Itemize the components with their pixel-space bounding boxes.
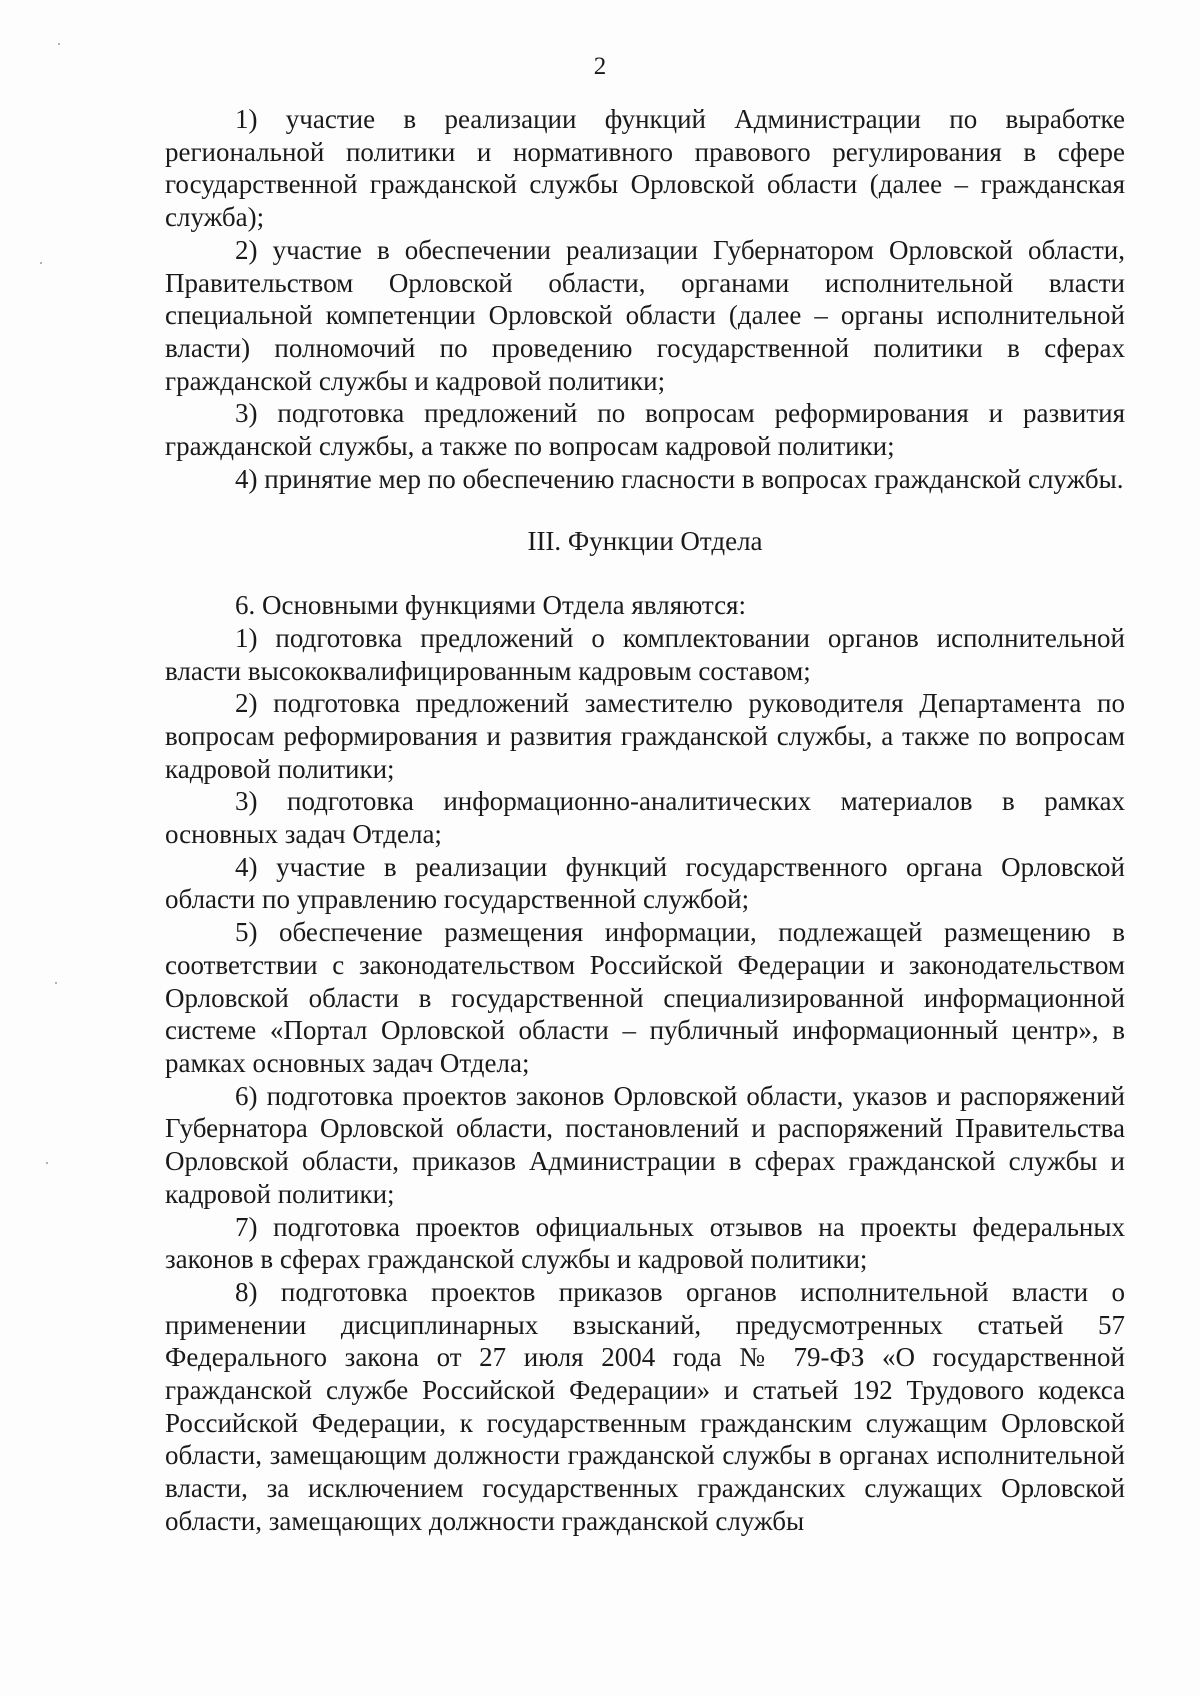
scan-speck (40, 262, 42, 264)
page-number: 2 (593, 53, 607, 80)
function-item-2: 2) подготовка предложений заместителю руководителя Департамента по вопросам реформирования и развития гражданской службы, а также по вопросам кадровой политики; (165, 688, 1125, 784)
document-body (165, 103, 1125, 1538)
scan-speck (55, 982, 57, 984)
goal-item-3: 3) подготовка предложений по вопросам реформирования и развития гражданской службы, а также по вопросам кадровой политики; (165, 398, 1125, 462)
goal-item-2: 2) участие в обеспечении реализации Губернатором Орловской области, Правительством Орловской области, органами исполнительной власти специальной компетенции Орловской области (далее – органы исполнительной власти) полномочий по проведению государственной политики в сферах гражданской службы и кадровой политики; (165, 234, 1125, 396)
section-heading: III. Функции Отдела (527, 526, 763, 557)
goal-item-4: 4) принятие мер по обеспечению гласности в вопросах гражданской службы. (235, 463, 1124, 494)
function-item-5: 5) обеспечение размещения информации, подлежащей размещению в соответствии с законодательством Российской Федерации и законодательством Орловской области в государственной специализированной информационной системе «Портал Орловской области – публичный информационный центр», в рамках основных задач Отдела; (165, 917, 1125, 1078)
function-item-4: 4) участие в реализации функций государственного органа Орловской области по управлению государственной службой; (165, 851, 1125, 915)
goal-item-1: 1) участие в реализации функций Администрации по выработке региональной политики и нормативного правового регулирования в сфере государственной гражданской службы Орловской области (далее – гражданская служба); (165, 104, 1125, 233)
function-item-1: 1) подготовка предложений о комплектовании органов исполнительной власти высококвалифицированным кадровым составом; (165, 622, 1125, 686)
section-intro: 6. Основными функциями Отдела являются: (235, 590, 746, 621)
function-item-3: 3) подготовка информационно-аналитических материалов в рамках основных задач Отдела; (165, 786, 1125, 850)
function-item-8: 8) подготовка проектов приказов органов исполнительной власти о применении дисциплинарных взысканий, предусмотренных статьей 57 Федерального закона от 27 июля 2004 года № 79-ФЗ «О государственной гражданской службе Российской Федерации» и статьей 192 Трудового кодекса Российской Федерации, к государственным гражданским служащим Орловской области, замещающим должности гражданской службы в органах исполнительной власти, за исключением государственных гражданских служащих Орловской области, замещающих должности гражданской службы (165, 1276, 1125, 1536)
scan-speck (46, 1162, 48, 1164)
scan-speck (58, 43, 60, 45)
function-item-6: 6) подготовка проектов законов Орловской области, указов и распоряжений Губернатора Орловской области, постановлений и распоряжений Правительства Орловской области, приказов Администрации в сферах гражданской службы и кадровой политики; (165, 1080, 1125, 1209)
function-item-7: 7) подготовка проектов официальных отзывов на проекты федеральных законов в сферах гражданской службы и кадровой политики; (165, 1211, 1125, 1275)
